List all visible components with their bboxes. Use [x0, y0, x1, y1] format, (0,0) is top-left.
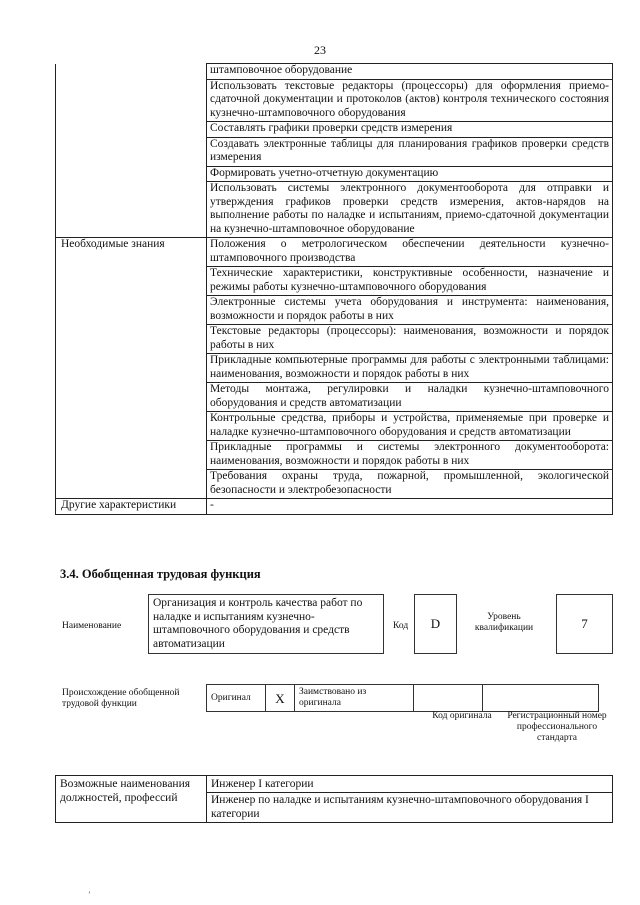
knowledge-item: Текстовые редакторы (процессоры): наименования, возможности и порядок работы в них: [207, 325, 613, 354]
position-item: Инженер по наладке и испытаниям кузнечно-штамповочного оборудования I категории: [207, 792, 612, 821]
competency-table: [55, 63, 613, 515]
positions-table: [55, 775, 613, 823]
function-code-box: D: [414, 594, 457, 654]
original-mark: X: [266, 685, 295, 712]
knowledge-item: Требования охраны труда, пожарной, промышленной, экологической безопасности и электробезопасности: [207, 470, 613, 499]
knowledge-item: Технические характеристики, конструктивные особенности, назначение и режимы работы кузнечно-штамповочного оборудования: [207, 267, 613, 296]
origin-table: [206, 684, 599, 712]
code-label: Код: [393, 621, 409, 631]
scan-mark: ’: [88, 890, 91, 899]
skills-label-cell: [56, 64, 207, 80]
knowledge-item: Прикладные компьютерные программы для работы с электронными таблицами: наименования, возможности и порядок работы в них: [207, 354, 613, 383]
qualification-level-label: Уровень квалификации: [474, 612, 534, 633]
positions-values: [207, 776, 613, 823]
registration-number-caption: Регистрационный номер профессионального стандарта: [507, 711, 607, 743]
positions-label: Возможные наименования должностей, профессий: [56, 776, 207, 823]
knowledge-item: Контрольные средства, приборы и устройства, применяемые при проверке и наладке кузнечно-штамповочного оборудования и средств автоматизации: [207, 412, 613, 441]
skill-item: Создавать электронные таблицы для планирования графиков проверки средств измерения: [207, 137, 613, 166]
skill-item: Составлять графики проверки средств измерения: [207, 122, 613, 138]
skill-item: штамповочное оборудование: [207, 64, 613, 80]
section-heading: 3.4. Обобщенная трудовая функция: [60, 567, 261, 581]
function-name-box: Организация и контроль качества работ по наладке и испытаниям кузнечно-штамповочного оборудования и средств автоматизации: [148, 594, 384, 654]
original-cell: Оригинал: [207, 685, 266, 712]
knowledge-item: Прикладные программы и системы электронного документооборота: наименования, возможности и порядок работы в них: [207, 441, 613, 470]
skill-item: Использовать системы электронного документооборота для отправки и утверждения графиков проверки средств измерения, актов-нарядов на выполнение работы по наладке и испытаниям, приемо-сдаточной документации на кузнечно-штамповочное оборудование: [207, 182, 613, 238]
position-item: Инженер I категории: [211, 778, 314, 790]
name-label: Наименование: [62, 621, 122, 631]
knowledge-item: Положения о метрологическом обеспечении деятельности кузнечно-штамповочного производства: [207, 238, 613, 267]
registration-number-cell: [483, 685, 599, 712]
borrowed-cell: Заимствовано из оригинала: [295, 685, 414, 712]
original-code-caption: Код оригинала: [432, 711, 492, 721]
skill-item: Формировать учетно-отчетную документацию: [207, 166, 613, 182]
knowledge-item: Методы монтажа, регулировки и наладки кузнечно-штамповочного оборудования и средств автоматизации: [207, 383, 613, 412]
other-characteristics-label: Другие характеристики: [56, 499, 207, 515]
qualification-level-box: 7: [556, 594, 613, 654]
knowledge-item: Электронные системы учета оборудования и инструмента: наименования, возможности и порядок работы в них: [207, 296, 613, 325]
other-characteristics-value: -: [207, 499, 613, 515]
skill-item: Использовать текстовые редакторы (процессоры) для оформления приемо-сдаточной документации и протоколов (актов) контроля технического состояния кузнечно-штамповочного оборудования: [207, 79, 613, 122]
original-code-cell: [414, 685, 483, 712]
origin-label: Происхождение обобщенной трудовой функции: [62, 688, 180, 709]
knowledge-label: Необходимые знания: [56, 238, 207, 499]
page-number: 23: [314, 43, 326, 57]
